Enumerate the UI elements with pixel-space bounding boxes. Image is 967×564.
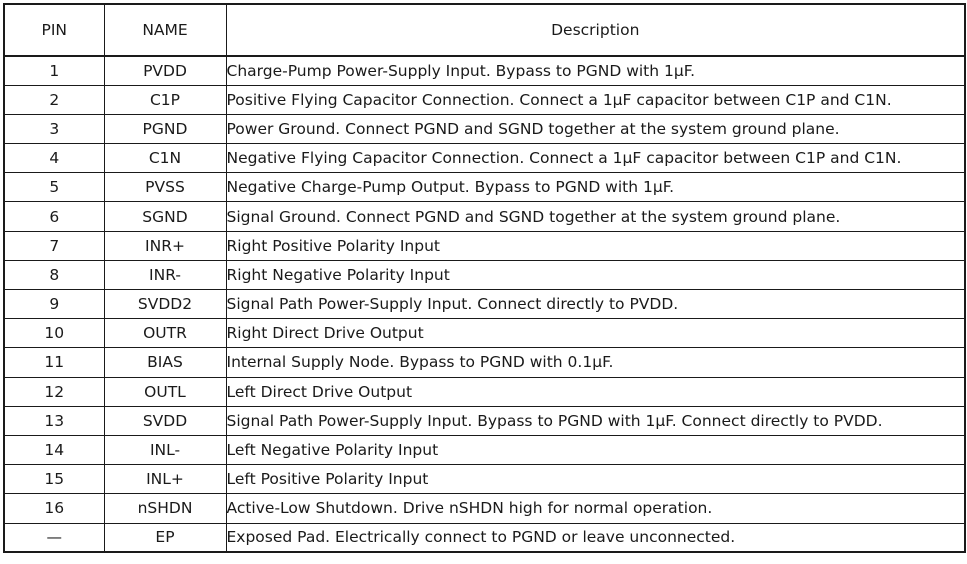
pin-description-table xyxy=(3,3,966,553)
pin-cell: — xyxy=(4,523,104,552)
name-cell: SGND xyxy=(104,202,226,231)
description-cell: Active-Low Shutdown. Drive nSHDN high for normal operation. xyxy=(226,494,965,523)
name-cell: SVDD xyxy=(104,406,226,435)
name-cell: PGND xyxy=(104,114,226,143)
table-body xyxy=(4,56,965,552)
description-cell: Exposed Pad. Electrically connect to PGND or leave unconnected. xyxy=(226,523,965,552)
name-cell: EP xyxy=(104,523,226,552)
pin-cell: 10 xyxy=(4,319,104,348)
description-cell: Charge-Pump Power-Supply Input. Bypass to PGND with 1μF. xyxy=(226,56,965,85)
pin-cell: 2 xyxy=(4,85,104,114)
description-cell: Left Positive Polarity Input xyxy=(226,465,965,494)
pin-cell: 4 xyxy=(4,144,104,173)
name-cell: C1N xyxy=(104,144,226,173)
name-cell: OUTL xyxy=(104,377,226,406)
description-cell: Positive Flying Capacitor Connection. Connect a 1μF capacitor between C1P and C1N. xyxy=(226,85,965,114)
description-cell: Negative Charge-Pump Output. Bypass to PGND with 1μF. xyxy=(226,173,965,202)
name-cell: C1P xyxy=(104,85,226,114)
description-cell: Signal Ground. Connect PGND and SGND together at the system ground plane. xyxy=(226,202,965,231)
table-row xyxy=(4,202,965,231)
table-row xyxy=(4,173,965,202)
header-description: Description xyxy=(226,4,965,56)
pin-cell: 6 xyxy=(4,202,104,231)
pin-cell: 11 xyxy=(4,348,104,377)
description-cell: Internal Supply Node. Bypass to PGND with 0.1μF. xyxy=(226,348,965,377)
description-cell: Left Direct Drive Output xyxy=(226,377,965,406)
name-cell: INR- xyxy=(104,260,226,289)
pin-cell: 14 xyxy=(4,435,104,464)
name-cell: INR+ xyxy=(104,231,226,260)
pin-cell: 7 xyxy=(4,231,104,260)
description-cell: Signal Path Power-Supply Input. Connect directly to PVDD. xyxy=(226,290,965,319)
name-cell: BIAS xyxy=(104,348,226,377)
header-name: NAME xyxy=(104,4,226,56)
pin-cell: 5 xyxy=(4,173,104,202)
table-row xyxy=(4,144,965,173)
pin-cell: 1 xyxy=(4,56,104,85)
name-cell: INL+ xyxy=(104,465,226,494)
pin-cell: 13 xyxy=(4,406,104,435)
table-row xyxy=(4,377,965,406)
table-row xyxy=(4,231,965,260)
header-pin: PIN xyxy=(4,4,104,56)
table-row xyxy=(4,406,965,435)
pin-cell: 3 xyxy=(4,114,104,143)
description-cell: Right Negative Polarity Input xyxy=(226,260,965,289)
table-row xyxy=(4,319,965,348)
table-row xyxy=(4,494,965,523)
name-cell: INL- xyxy=(104,435,226,464)
description-cell: Negative Flying Capacitor Connection. Connect a 1μF capacitor between C1P and C1N. xyxy=(226,144,965,173)
name-cell: OUTR xyxy=(104,319,226,348)
pin-cell: 8 xyxy=(4,260,104,289)
description-cell: Left Negative Polarity Input xyxy=(226,435,965,464)
pin-cell: 15 xyxy=(4,465,104,494)
table-row xyxy=(4,465,965,494)
pin-cell: 9 xyxy=(4,290,104,319)
pin-cell: 12 xyxy=(4,377,104,406)
description-cell: Right Positive Polarity Input xyxy=(226,231,965,260)
name-cell: PVDD xyxy=(104,56,226,85)
name-cell: nSHDN xyxy=(104,494,226,523)
description-cell: Signal Path Power-Supply Input. Bypass to PGND with 1μF. Connect directly to PVDD. xyxy=(226,406,965,435)
name-cell: SVDD2 xyxy=(104,290,226,319)
table-row xyxy=(4,348,965,377)
pin-cell: 16 xyxy=(4,494,104,523)
table-row xyxy=(4,290,965,319)
table-row xyxy=(4,260,965,289)
table-row xyxy=(4,523,965,552)
table-row xyxy=(4,85,965,114)
table-row xyxy=(4,435,965,464)
header-row xyxy=(4,4,965,56)
description-cell: Power Ground. Connect PGND and SGND together at the system ground plane. xyxy=(226,114,965,143)
table-row xyxy=(4,114,965,143)
table-row xyxy=(4,56,965,85)
table-header xyxy=(4,4,965,56)
name-cell: PVSS xyxy=(104,173,226,202)
description-cell: Right Direct Drive Output xyxy=(226,319,965,348)
